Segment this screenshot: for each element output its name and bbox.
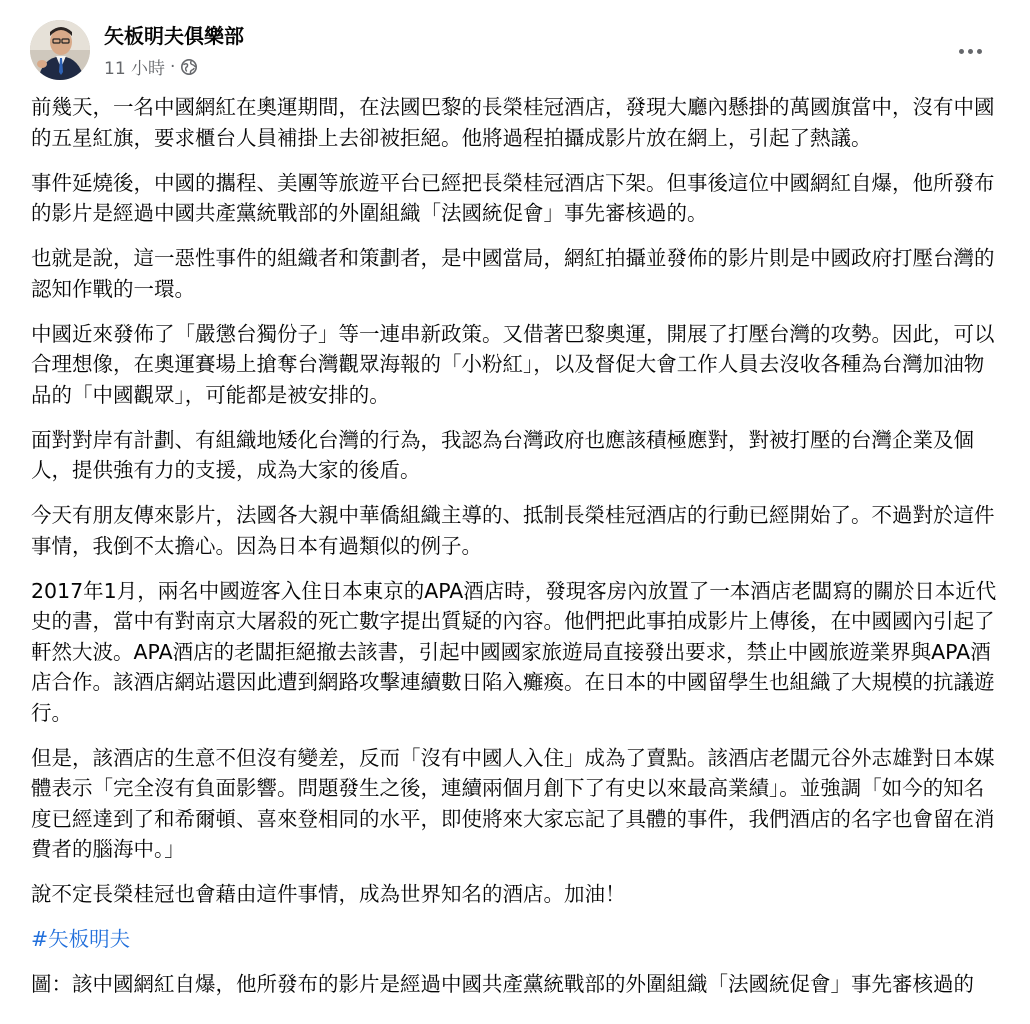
post-paragraph: 2017年1月，兩名中國遊客入住日本東京的APA酒店時，發現客房內放置了一本酒店老闆寫的關於日本近代史的書，當中有對南京大屠殺的死亡數字提出質疑的內容。他們把此事拍成影片上傳後，在中國國內引起了軒然大波。APA酒店的老闆拒絕撤去該書，引起中國國家旅遊局直接發出要求，禁止中國旅遊業界與APA酒店合作。該酒店網站還因此遭到網路攻擊連續數日陷入癱瘓。在日本的中國留學生也組織了大規模的抗議遊行。	[31, 578, 997, 725]
hashtag-paragraph	[31, 924, 1001, 955]
post-paragraph: 但是，該酒店的生意不但沒有變差，反而「沒有中國人入住」成為了賣點。該酒店老闆元谷外志雄對日本媒體表示「完全沒有負面影響。問題發生之後，連續兩個月創下了有史以來最高業績」。並強調「如今的知名度已經達到了和希爾頓、喜來登相同的水平，即使將來大家忘記了具體的事件，我們酒店的名字也會留在消費者的腦海中。」	[31, 745, 995, 861]
image-caption: 圖：該中國網紅自爆，他所發布的影片是經過中國共產黨統戰部的外圍組織「法國統促會」事先審核過的	[31, 972, 974, 996]
post-meta	[104, 54, 198, 79]
post-paragraph: 中國近來發佈了「嚴懲台獨份子」等一連串新政策。又借著巴黎奧運，開展了打壓台灣的攻勢。因此，可以合理想像，在奧運賽場上搶奪台灣觀眾海報的「小粉紅」，以及督促大會工作人員去沒收各種為台灣加油物品的「中國觀眾」，可能都是被安排的。	[31, 321, 995, 407]
author-name[interactable]: 矢板明夫俱樂部	[104, 24, 244, 48]
post-header	[30, 18, 1000, 82]
post-body	[31, 92, 1001, 1014]
post-timestamp[interactable]: 11 小時	[104, 59, 166, 79]
globe-icon[interactable]	[180, 58, 198, 76]
avatar[interactable]	[30, 20, 90, 80]
hashtag-link[interactable]: #矢板明夫	[31, 927, 131, 951]
more-horizontal-icon	[957, 39, 984, 58]
post-paragraph: 面對對岸有計劃、有組織地矮化台灣的行為，我認為台灣政府也應該積極應對，對被打壓的台灣企業及個人，提供強有力的支援，成為大家的後盾。	[31, 427, 974, 482]
more-options-button[interactable]	[950, 30, 990, 66]
post-paragraph: 前幾天，一名中國網紅在奧運期間，在法國巴黎的長榮桂冠酒店，發現大廳內懸掛的萬國旗當中，沒有中國的五星紅旗，要求櫃台人員補掛上去卻被拒絕。他將過程拍攝成影片放在網上，引起了熱議。	[31, 95, 995, 150]
meta-separator: ·	[170, 56, 176, 77]
post-paragraph: 說不定長榮桂冠也會藉由這件事情，成為世界知名的酒店。加油！	[31, 882, 626, 906]
post-paragraph: 事件延燒後，中國的攜程、美團等旅遊平台已經把長榮桂冠酒店下架。但事後這位中國網紅自爆，他所發布的影片是經過中國共產黨統戰部的外圍組織「法國統促會」事先審核過的。	[31, 170, 995, 225]
post-paragraph: 今天有朋友傳來影片，法國各大親中華僑組織主導的、抵制長榮桂冠酒店的行動已經開始了。不過對於這件事情，我倒不太擔心。因為日本有過類似的例子。	[31, 503, 995, 558]
post-paragraph: 也就是說，這一惡性事件的組織者和策劃者，是中國當局，網紅拍攝並發佈的影片則是中國政府打壓台灣的認知作戰的一環。	[31, 246, 995, 301]
avatar-photo	[30, 20, 90, 80]
